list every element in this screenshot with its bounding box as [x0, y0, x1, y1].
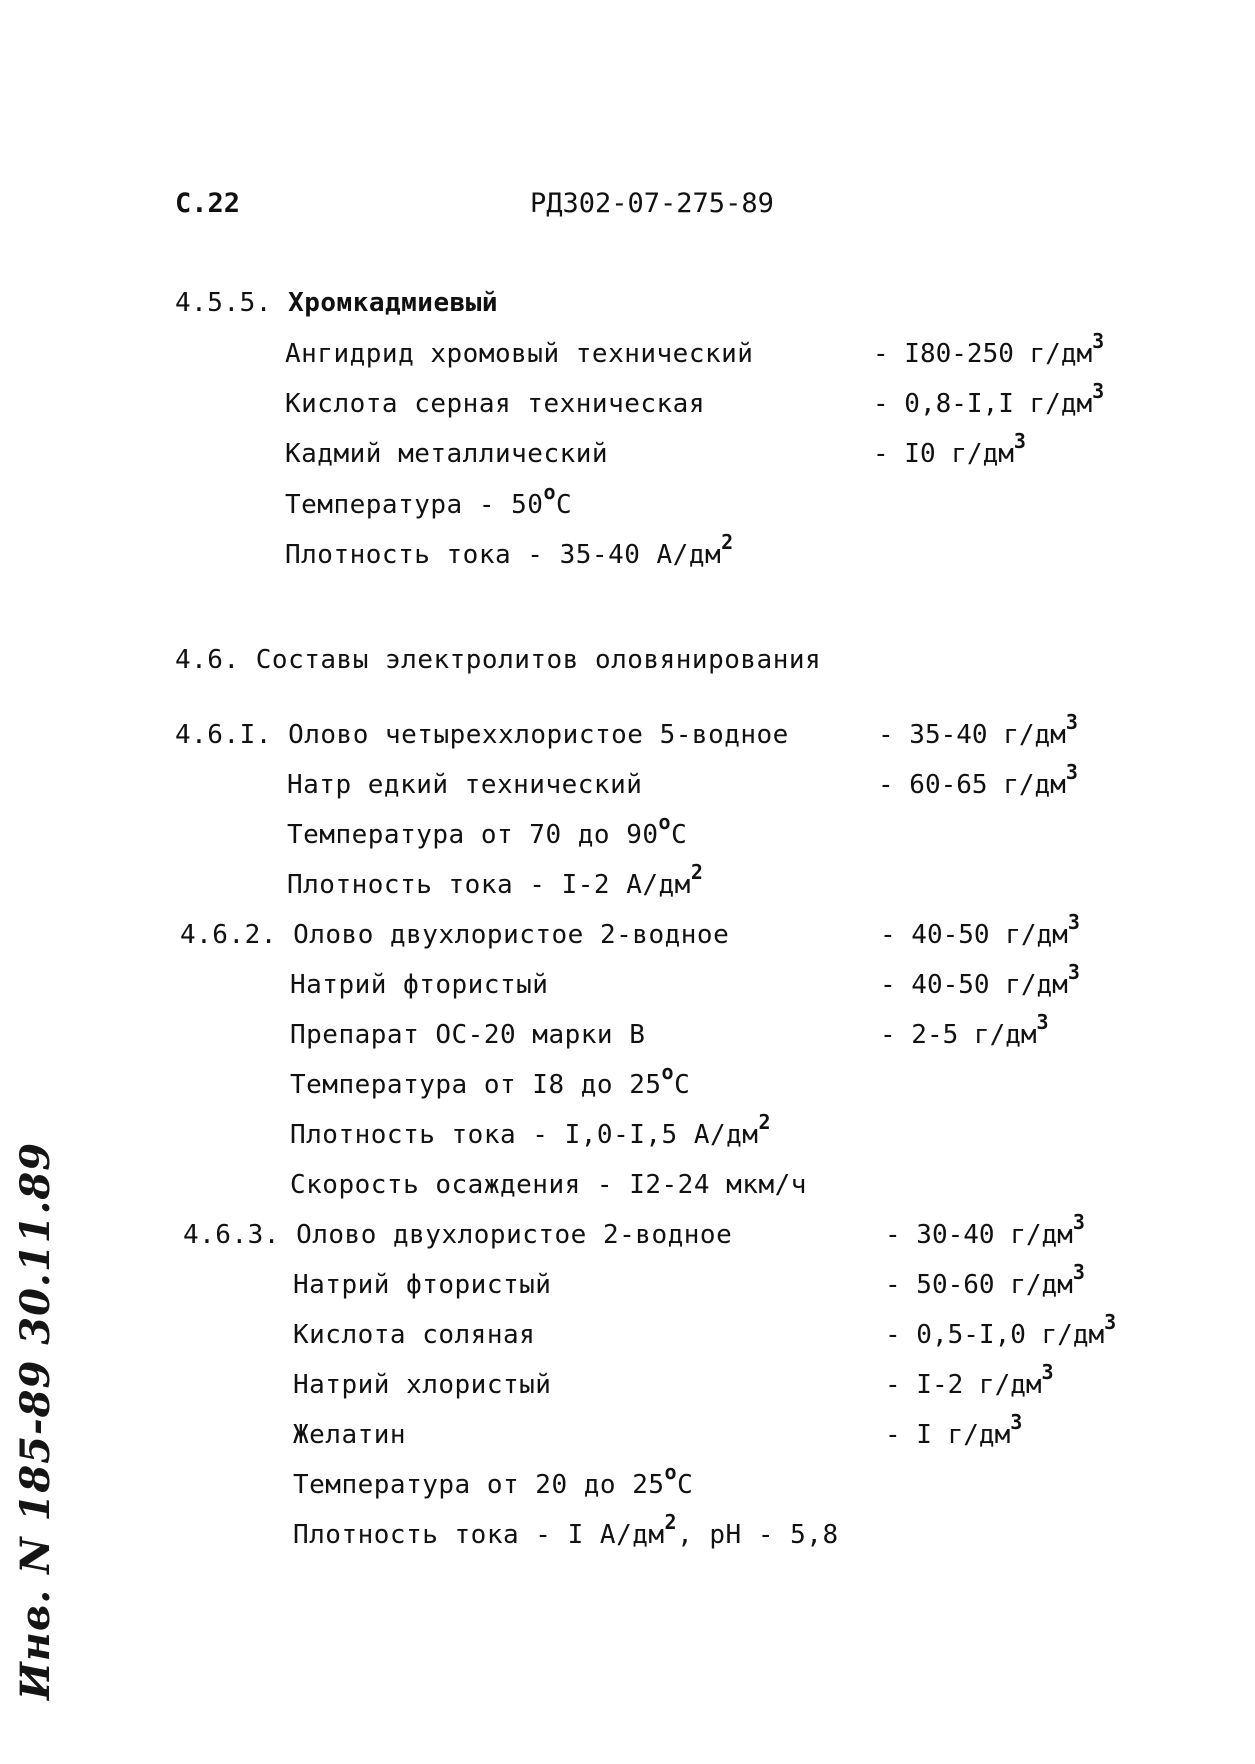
item-name: Натрий хлористый: [293, 1370, 552, 1400]
section-463-first-item: [183, 1220, 732, 1250]
item-value: - 30-40 $г/дм^3$: [885, 1210, 1085, 1250]
current-density-line: Плотность тока - I $А/дм^2$, рН - 5,8: [293, 1510, 839, 1550]
temperature-line: Температура - $50^оС$: [285, 480, 573, 520]
section-number: 4.5.5.: [175, 288, 272, 318]
page-number: С.22: [175, 188, 241, 219]
item-name: Препарат ОС-20 марки В: [290, 1020, 646, 1050]
item-value: - I80-250 $г/дм^3$: [873, 329, 1105, 369]
section-number: 4.6.: [175, 645, 240, 675]
item-value: - I $г/дм^3$: [885, 1410, 1023, 1450]
item-name: Натрий фтористый: [293, 1270, 552, 1300]
section-number: 4.6.I.: [175, 720, 272, 750]
section-number: 4.6.3.: [183, 1220, 280, 1250]
item-name: Натрий фтористый: [290, 970, 549, 1000]
item-value: - I-2 $г/дм^3$: [885, 1360, 1054, 1400]
section-461-first-item: [175, 720, 789, 750]
item-value: - 35-40 $г/дм^3$: [878, 710, 1078, 750]
section-number: 4.6.2.: [180, 920, 277, 950]
item-value: - 60-65 $г/дм^3$: [878, 760, 1078, 800]
item-value: - 2-5 $г/дм^3$: [880, 1010, 1049, 1050]
item-name: Желатин: [293, 1420, 407, 1450]
current-density-line: Плотность тока - I-2 $А/дм^2$: [287, 860, 704, 900]
handwritten-inventory-note: Инв. N 185-89 30.11.89: [12, 1141, 59, 1700]
temperature-line: Температура от I8 до $25^оС$: [290, 1060, 691, 1100]
item-value: - 40-50 $г/дм^3$: [880, 910, 1080, 950]
item-value: - I0 $г/дм^3$: [873, 429, 1026, 469]
item-value: - 0,5-I,0 $г/дм^3$: [885, 1310, 1117, 1350]
document-code: РД302-07-275-89: [530, 188, 774, 219]
section-title: Хромкадмиевый: [288, 288, 499, 318]
item-name: Натр едкий технический: [287, 770, 643, 800]
item-name: Олово четыреххлористое 5-водное: [288, 720, 789, 750]
temperature-line: Температура от 70 до $90^оС$: [287, 810, 688, 850]
deposition-speed-line: Скорость осаждения - I2-24 мкм/ч: [290, 1170, 807, 1200]
current-density-line: Плотность тока - I,0-I,5 $А/дм^2$: [290, 1110, 771, 1150]
item-name: Кислота серная техническая: [285, 389, 705, 419]
item-name: Олово двухлористое 2-водное: [296, 1220, 733, 1250]
page-header: [175, 188, 1075, 228]
item-name: Кадмий металлический: [285, 439, 609, 469]
item-name: Кислота соляная: [293, 1320, 536, 1350]
current-density-line: Плотность тока - 35-40 $А/дм^2$: [285, 530, 734, 570]
item-name: Ангидрид хромовый технический: [285, 339, 754, 369]
item-value: - 0,8-I,I $г/дм^3$: [873, 379, 1105, 419]
item-value: - 50-60 $г/дм^3$: [885, 1260, 1085, 1300]
section-title: Составы электролитов оловянирования: [255, 645, 822, 675]
temperature-line: Температура от 20 до $25^оС$: [293, 1460, 694, 1500]
section-455-heading: [175, 288, 498, 318]
item-name: Олово двухлористое 2-водное: [293, 920, 730, 950]
section-462-first-item: [180, 920, 729, 950]
item-value: - 40-50 $г/дм^3$: [880, 960, 1080, 1000]
section-46-heading: [175, 645, 821, 675]
